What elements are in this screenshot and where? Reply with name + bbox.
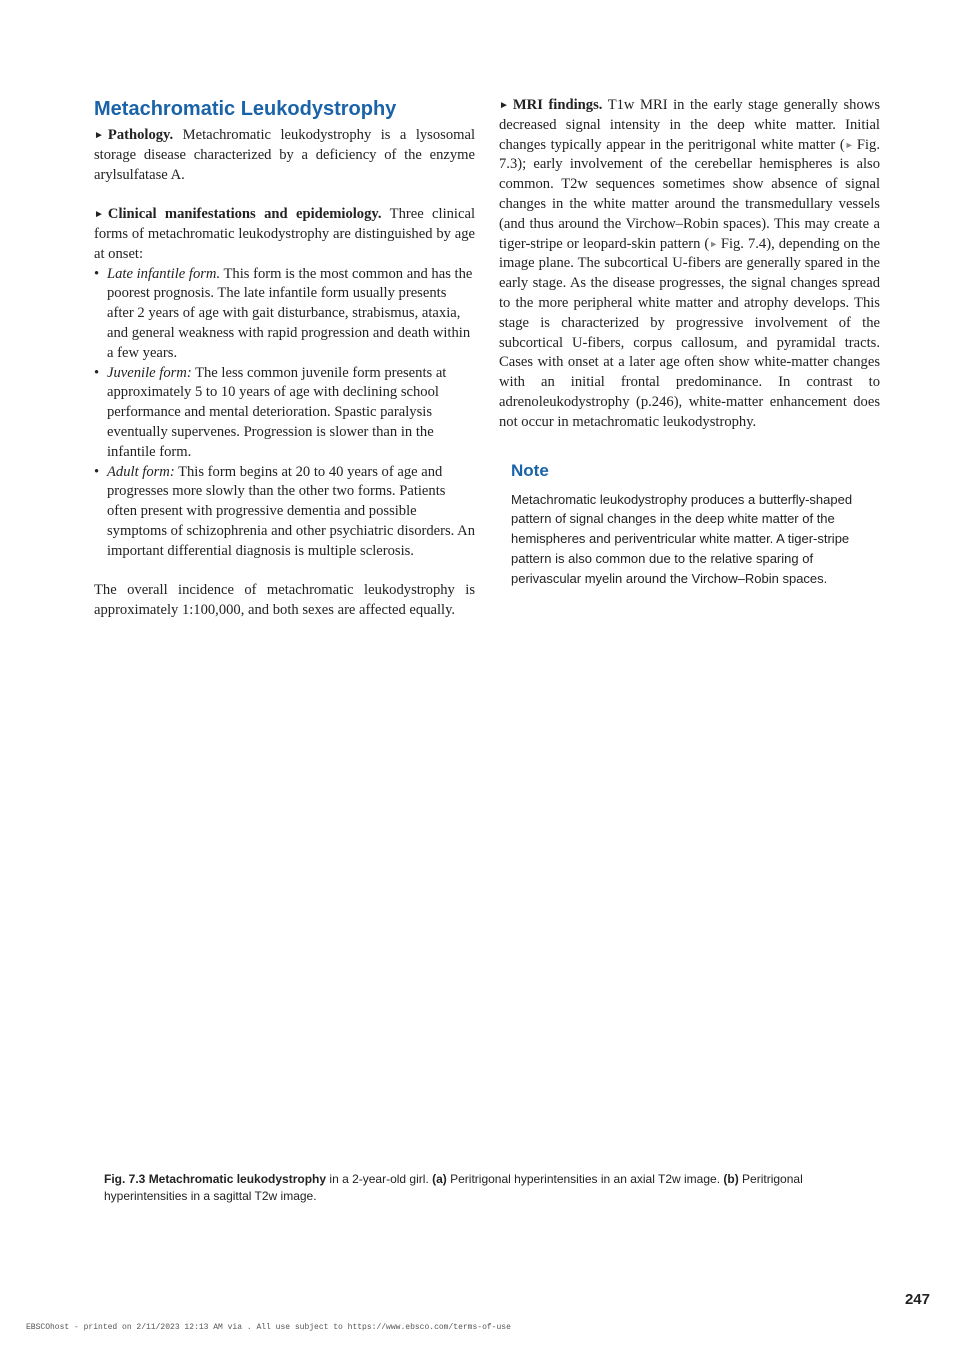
incidence-paragraph: The overall incidence of metachromatic leukodystrophy is approximately 1:100,000, and both sexes are affected equally. <box>94 582 475 619</box>
forms-list <box>94 265 475 562</box>
caption-part-b: (b) <box>723 1172 739 1186</box>
bullet-icon: • <box>94 463 100 480</box>
mri-paragraph <box>499 96 880 433</box>
left-column <box>94 96 475 621</box>
figure-ref-icon: ► <box>844 139 857 150</box>
figure-ref-link[interactable]: Fig. 7.3 <box>499 136 880 173</box>
triangle-icon: ► <box>94 130 104 141</box>
figure-caption <box>104 1171 874 1205</box>
list-item <box>94 463 475 562</box>
bullet-text: This form begins at 20 to 40 years of age and progresses more slowly than the other two forms. Patients often present with progressive dementia and possible symptoms of schizophrenia and other psychiatric disorders. An important differential diagnosis is multiple sclerosis. <box>107 463 476 559</box>
bullet-icon: • <box>94 265 100 282</box>
footer-notice: EBSCOhost - printed on 2/11/2023 12:13 AM via . All use subject to https://www.ebsco.com/terms-of-use <box>26 1323 511 1332</box>
clinical-label: Clinical manifestations and epidemiology. <box>107 206 382 223</box>
caption-title: Metachromatic leukodystrophy <box>148 1172 327 1186</box>
pathology-text: Metachromatic leukodystrophy is a lysosomal storage disease characterized by a deficiency of the enzyme arylsulfatase A. <box>94 127 476 183</box>
pathology-label: Pathology. <box>107 127 174 143</box>
section-heading: Metachromatic Leukodystrophy <box>94 98 397 120</box>
list-item <box>94 265 475 364</box>
caption-fig-label: Fig. 7.3 <box>104 1172 146 1186</box>
caption-text: in a 2-year-old girl. <box>326 1172 433 1186</box>
caption-text: Peritrigonal hyperintensities in a sagittal T2w image. <box>104 1172 803 1203</box>
figure-ref-link[interactable]: Fig. 7.4 <box>720 235 767 252</box>
mri-label: MRI findings. <box>512 97 603 113</box>
clinical-text: Three clinical forms of metachromatic leukodystrophy are distinguished by age at onset: <box>94 206 476 262</box>
note-title: Note <box>511 460 549 480</box>
note-text: Metachromatic leukodystrophy produces a butterfly-shaped pattern of signal changes in the deep white matter of the hemispheres and periventricular white matter. A tiger-stripe pattern is also common due to the relative sparing of perivascular myelin around the Virchow–Robin spaces. <box>511 491 853 586</box>
triangle-icon: ► <box>499 100 509 111</box>
mri-text-2: ); early involvement of the cerebellar hemispheres is also common. T2w sequences sometimes show absence of signal changes in the white matter around the transmedullary vessels (and thus around the Virchow–Robin spaces). This may create a tiger-stripe or leopard-skin pattern ( <box>499 156 880 252</box>
right-column <box>499 96 880 589</box>
caption-part-a: (a) <box>432 1172 447 1186</box>
caption-text: Peritrigonal hyperintensities in an axial T2w image. <box>446 1172 724 1186</box>
page-number: 247 <box>904 1291 930 1308</box>
figure-ref-icon: ► <box>709 238 721 249</box>
bullet-icon: • <box>94 364 100 381</box>
bullet-term: Juvenile form: <box>107 364 192 381</box>
bullet-term: Late infantile form. <box>107 265 221 282</box>
clinical-paragraph <box>94 205 475 264</box>
bullet-term: Adult form: <box>107 463 175 480</box>
mri-text-1: T1w MRI in the early stage generally shows decreased signal intensity in the deep white matter. Initial changes typically appear in the peritrigonal white matter ( <box>499 97 880 153</box>
bullet-text: The less common juvenile form presents at approximately 5 to 10 years of age with declining school performance and mental deterioration. Spastic paralysis eventually supervenes. Progression is slower than in the infantile form. <box>107 364 447 460</box>
mri-text-3: ), depending on the image plane. The subcortical U-fibers are generally spared in the early stage. As the disease progresses, the signal changes spread to the more peripheral white matter and atrophy develops. This stage is characterized by progressive involvement of the subcortical U-fibers, corpus callosum, and pyramidal tracts. Cases with onset at a later age often show white-matter changes with an initial frontal predominance. In contrast to adrenoleukodystrophy (p.246), white-matter enhancement does not occur in metachromatic leukodystrophy. <box>499 235 880 430</box>
list-item <box>94 364 475 463</box>
note-box <box>499 460 880 589</box>
triangle-icon: ► <box>94 209 104 221</box>
bullet-text: This form is the most common and has the poorest prognosis. The late infantile form usually presents after 2 years of age with gait disturbance, strabismus, ataxia, and general weakness with rapid progression and death within a few years. <box>107 265 473 361</box>
pathology-paragraph <box>94 126 475 185</box>
